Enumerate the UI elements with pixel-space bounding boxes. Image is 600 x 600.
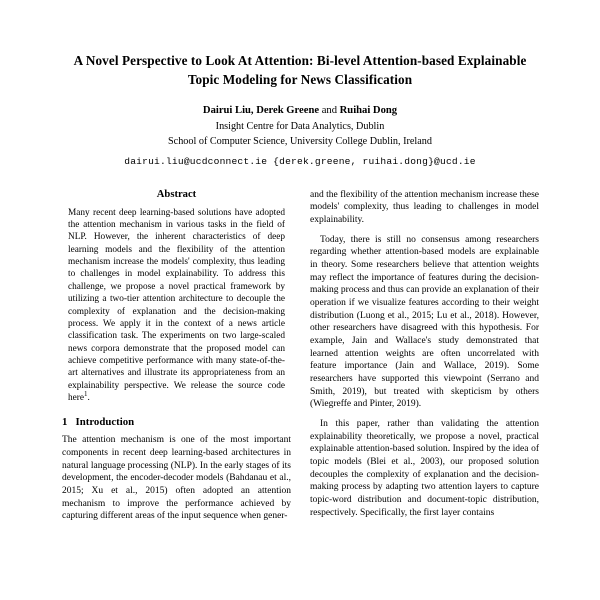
abstract-footnote-marker: 1 [84, 389, 88, 398]
abstract-text: Many recent deep learning-based solutions have adopted the attention mechanism in various tasks in the field of NLP. However, the inherent characteristics of deep learning models and the flexibility of the attention mechanism increase the models' complexity, thus leading to challenges in model explainability. To address this challenge, we propose a novel practical framework by utilizing a two-tier attention architecture to decouple the complexity of explanation and the decision-making process. We apply it in the context of a news article classification task. The experiments on two large-scaled news corpora demonstrate that the proposed model can achieve competitive performance with many state-of-the-art alternatives and illustrate its appropriateness from an explainability perspective. We release the source code here [68, 207, 285, 404]
abstract-text-end: . [87, 393, 90, 404]
right-paragraph-1: and the flexibility of the attention mechanism increase these models' complexity, thus leading to challenges in model explainability. [310, 189, 539, 225]
right-column [310, 189, 539, 530]
right-paragraph-3: In this paper, rather than validating the attention explainability theoretically, we propose a novel, practical explainable attention-based solution. Inspired by the idea of topic models (Blei et al., 2003), our proposed solution decouples the complexity of explanation and the decision-making process by adapting two attention layers to capture topic-word distribution and document-topic distribution, respectively. Specifically, the first layer contains [310, 419, 539, 518]
affiliation-line-1: Insight Centre for Data Analytics, Dublin [215, 121, 385, 133]
abstract-paragraph [62, 207, 291, 405]
author-names-secondary: Ruihai Dong [339, 105, 398, 117]
two-column-body [62, 189, 538, 530]
author-conjunction: and [319, 105, 340, 117]
author-emails: dairui.liu@ucdconnect.ie {derek.greene, ruihai.dong}@ucd.ie [124, 155, 476, 167]
section-title: Introduction [75, 416, 135, 429]
section-heading-introduction [62, 416, 291, 428]
left-column [62, 189, 291, 530]
affiliation-line-2: School of Computer Science, University College Dublin, Ireland [168, 135, 432, 147]
section-number: 1 [62, 416, 68, 429]
abstract-heading: Abstract [156, 188, 197, 200]
author-list [62, 105, 538, 116]
page-title: A Novel Perspective to Look At Attention: Bi-level Attention-based Explainable Topic Modeling for News Classification [73, 53, 527, 87]
intro-paragraph-1: The attention mechanism is one of the most important components in recent deep learning-based architectures in natural language processing (NLP). In the early stages of its development, the encoder-decoder models (Bahdanau et al., 2015; Xu et al., 2015) often adopted an attention mechanism to improve the performance achieved by capturing different areas of the input sequence when gener- [62, 435, 291, 522]
author-names-primary: Dairui Liu, Derek Greene [202, 105, 320, 117]
right-paragraph-2: Today, there is still no consensus among researchers regarding whether attention-based models are explainable in theory. Some researchers believe that attention weights may reflect the importance of features during the decision-making process and thus can provide an explanation of their operation if we visualize features according to their weight distribution (Luong et al., 2015; Lu et al., 2018). However, other researchers have disagreed with this hypothesis. For example, Jain and Wallace's study demonstrated that learned attention weights are often uncorrelated with feature importance (Jain and Wallace, 2019). Some researchers have supported this viewpoint (Serrano and Smith, 2019), but treated with skepticism by others (Wiegreffe and Pinter, 2019). [310, 234, 539, 410]
